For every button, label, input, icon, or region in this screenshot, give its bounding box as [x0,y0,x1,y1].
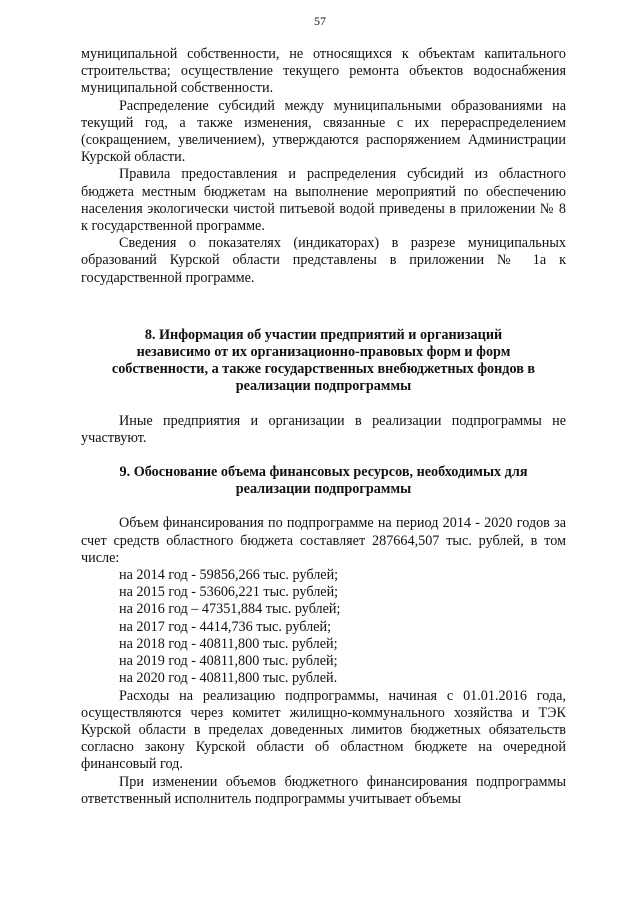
list-item: на 2018 год - 40811,800 тыс. рублей; [119,635,338,652]
paragraph: Распределение субсидий между муниципальными образованиями на текущий год, а также изменения, связанные с их перераспределением (сокращением, увеличением), утверждаются распоряжением Администрации Курской области. [81,97,566,166]
list-item: на 2019 год - 40811,800 тыс. рублей; [119,653,338,670]
funding-by-year-list [81,567,566,687]
page-number: 57 [314,14,326,28]
paragraph: Правила предоставления и распределения субсидий из областного бюджета местным бюджетам на выполнение мероприятий по обеспечению населения экологически чистой питьевой водой приведены в приложении № 8 к государственной программе. [81,166,566,235]
list-item: на 2017 год - 4414,736 тыс. рублей; [119,618,332,635]
section-9-expenses: Расходы на реализацию подпрограммы, начиная с 01.01.2016 года, осуществляются через комитет жилищно-коммунального хозяйства и ТЭК Курской области в пределах доведенных лимитов бюджетных обязательств согласно закону Курской области об областном бюджете на очередной финансовый год. [81,687,566,773]
section-9-changes: При изменении объемов бюджетного финансирования подпрограммы ответственный исполнитель подпрограммы учитывает объемы [81,773,566,807]
section-8-text: Иные предприятия и организации в реализации подпрограммы не участвуют. [81,412,566,446]
document-body [81,46,566,808]
section-9-intro: Объем финансирования по подпрограмме на период 2014 - 2020 годов за счет средств областного бюджета составляет 287664,507 тыс. рублей, в том числе: [81,515,566,566]
paragraph: муниципальной собственности, не относящихся к объектам капитального строительства; осуществление текущего ремонта объектов водоснабжения муниципальной собственности. [81,46,566,97]
list-item: на 2016 год – 47351,884 тыс. рублей; [119,601,341,618]
list-item: на 2015 год - 53606,221 тыс. рублей; [119,584,339,601]
section-8-heading: 8. Информация об участии предприятий и организаций независимо от их организационно-правовых форм и форм собственности, а также государственных внебюджетных фондов в реализации подпрограммы [111,326,536,395]
paragraph: Сведения о показателях (индикаторах) в разрезе муниципальных образований Курской области представлены в приложении № 1а к государственной программе. [81,235,566,286]
list-item: на 2020 год - 40811,800 тыс. рублей. [119,670,338,687]
section-9-heading: 9. Обоснование объема финансовых ресурсов, необходимых для реализации подпрограммы [119,464,528,498]
list-item: на 2014 год - 59856,266 тыс. рублей; [119,567,339,584]
